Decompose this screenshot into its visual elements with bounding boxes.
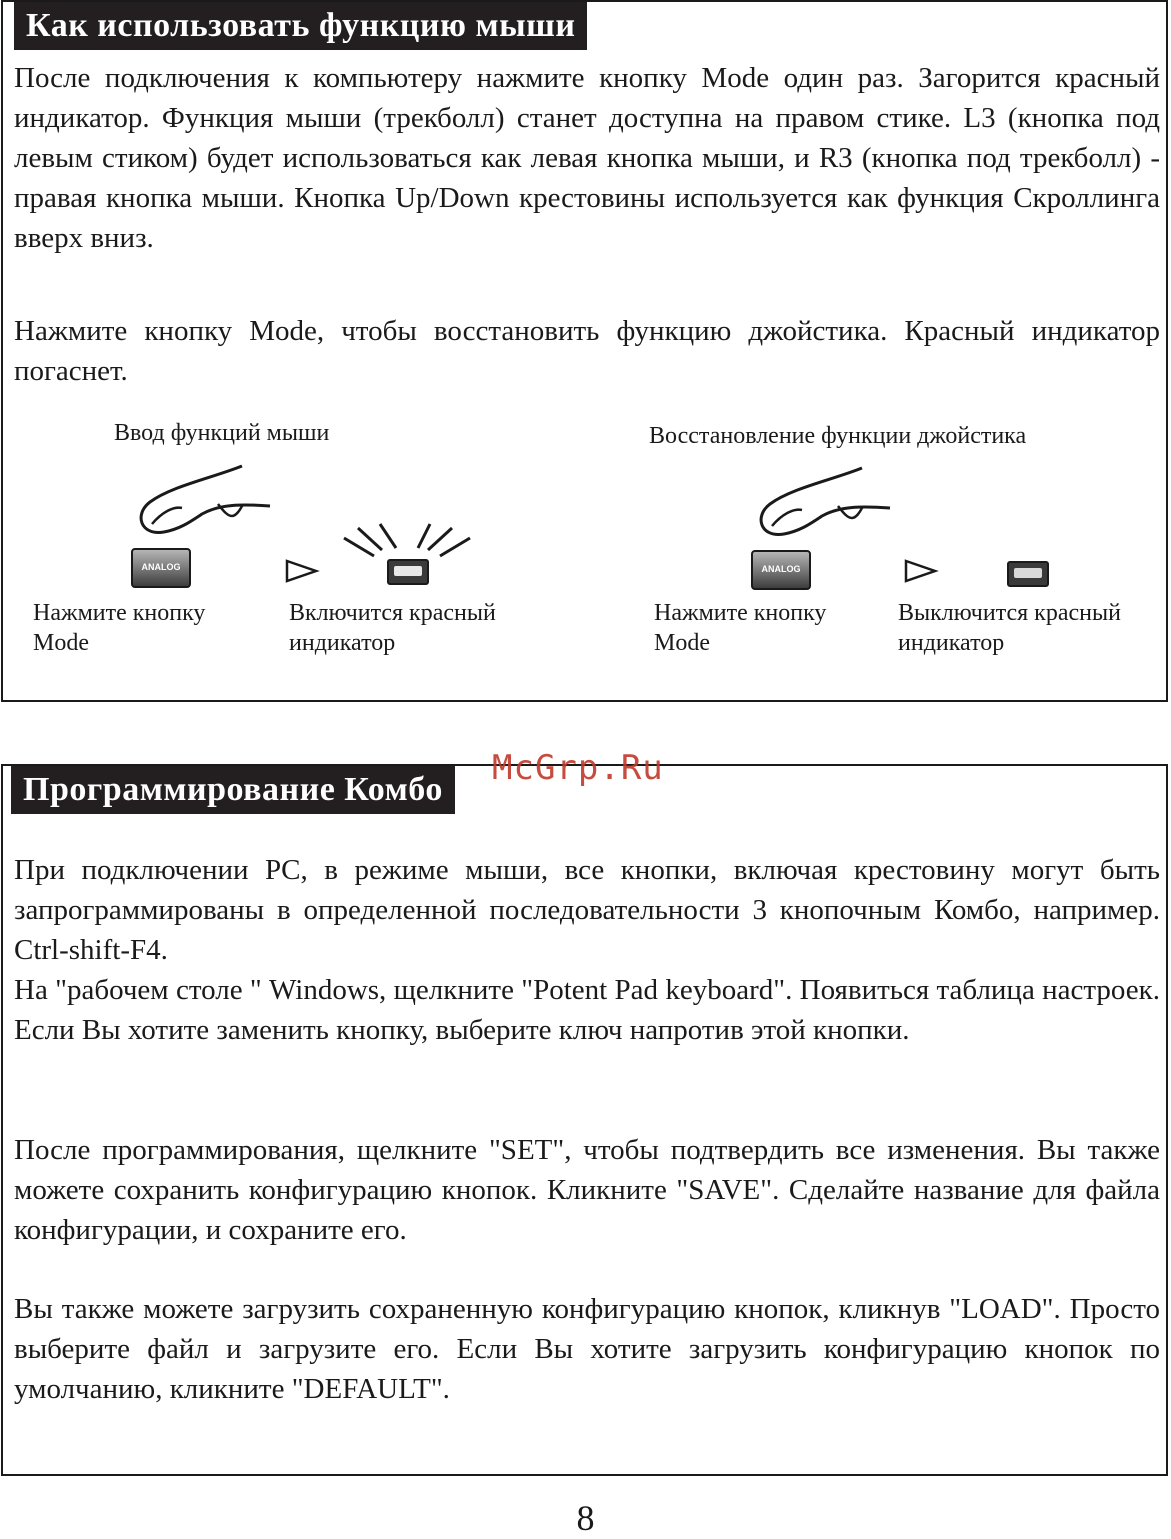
mouse-instructions-paragraph: После подключения к компьютеру нажмите кнопку Mode один раз. Загорится красный индикатор. Функция мыши (трекболл) станет доступна на правом стике. L3 (кнопка под левым стиком) будет использоваться как левая кнопка мыши, и R3 (кнопка под трекболл) - правая кнопка мыши. Кнопка Up/Down крестовины используется как функция Скроллинга вверх вниз. [14, 62, 1160, 254]
step-led-off-label-2: индикатор [898, 630, 1005, 656]
section-heading-mouse: Как использовать функцию мыши [14, 2, 587, 50]
finger-press-icon [132, 462, 282, 542]
watermark: McGrp.Ru [492, 748, 664, 788]
led-off-icon [1006, 560, 1050, 588]
step-led-off-label: Выключится красный [898, 600, 1121, 626]
step-led-on-label: Включится красный [289, 600, 496, 626]
step-led-on-label-2: индикатор [289, 630, 396, 656]
diagram-title-restore-joystick: Восстановление функции джойстика [649, 423, 1027, 449]
combo-paragraph-3: После программирования, щелкните "SET", чтобы подтвердить все изменения. Вы также можете сохранить конфигурацию кнопок. Кликните "SAVE". Сделайте название для файла конфигурации, и сохраните его. [14, 1134, 1160, 1246]
step-press-mode-label: Нажмите кнопку [654, 600, 827, 626]
analog-button-icon [131, 548, 191, 588]
finger-press-icon [752, 464, 902, 544]
step-press-mode-label: Нажмите кнопку [33, 600, 206, 626]
led-lit-icon [340, 520, 475, 590]
arrow-right-icon [284, 558, 320, 584]
combo-paragraph-2: На "рабочем столе " Windows, щелкните "Potent Pad keyboard". Появиться таблица настроек. Если Вы хотите заменить кнопку, выберите ключ напротив этой кнопки. [14, 974, 1160, 1046]
step-press-mode-label-2: Mode [33, 630, 89, 656]
analog-button-label: ANALOG [761, 564, 801, 574]
page-number: 8 [576, 1498, 595, 1538]
analog-button-label: ANALOG [141, 562, 181, 572]
step-press-mode-label-2: Mode [654, 630, 710, 656]
section-heading-combo: Программирование Комбо [11, 766, 455, 814]
combo-paragraph-4: Вы также можете загрузить сохраненную конфигурацию кнопок, кликнув "LOAD". Просто выберите файл и загрузите его. Если Вы хотите загрузить конфигурацию кнопок по умолчанию, кликните "DEFAULT". [14, 1293, 1160, 1405]
arrow-right-icon [903, 558, 939, 584]
restore-joystick-paragraph: Нажмите кнопку Mode, чтобы восстановить функцию джойстика. Красный индикатор погаснет. [14, 315, 1160, 387]
combo-paragraph-1: При подключении PC, в режиме мыши, все кнопки, включая крестовину могут быть запрограммированы в определенной последовательности 3 кнопочным Комбо, например. Ctrl-shift-F4. [14, 854, 1160, 966]
analog-button-icon [751, 550, 811, 590]
diagram-title-mouse-input: Ввод функций мыши [114, 420, 330, 446]
